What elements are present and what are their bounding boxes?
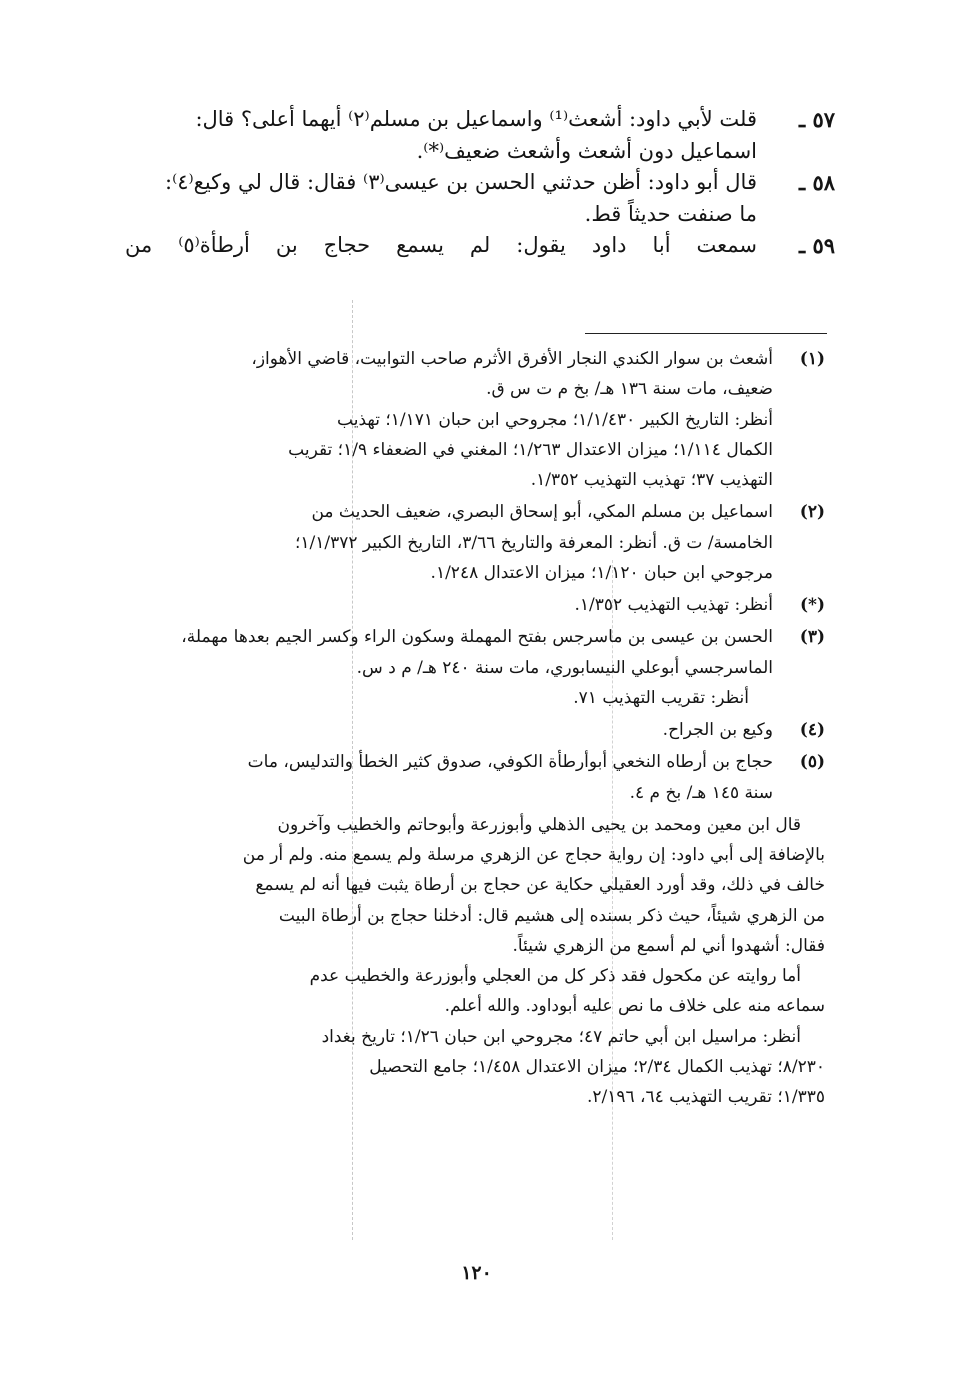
- footnote-line: اسماعيل بن مسلم المكي، أبو إسحاق البصري، ضعيف الحديث من: [311, 502, 773, 523]
- footnote-line: حجاج بن أرطاه النخعي أبوأرطأة الكوفي، صدوق كثير الخطأ والتدليس، مات: [247, 752, 773, 773]
- footnote-reference: أنظر: تقريب التهذيب ٧١.: [573, 687, 749, 708]
- footnote-mark: (٥): [799, 752, 825, 773]
- footnote-line: مرجوحي ابن حبان ١/١٢٠؛ ميزان الاعتدال ١/٢٤٨.: [430, 562, 773, 583]
- entry-line: اسماعيل دون أشعث وأشعث ضعيف⁽*⁾.: [416, 138, 757, 163]
- footnote-line: ضعيف، مات سنة ١٣٦ هـ/ بخ م ت س ق.: [486, 379, 773, 400]
- footnote-paragraph-line: من الزهري شيئاً، حيث ذكر بسنده إلى هشيم قال: أدخلنا حجاج بن أرطاة البيت: [278, 905, 825, 926]
- footnote-paragraph-line: قال ابن معين ومحمد بن يحيى الذهلي وأبوزرعة وأبوحاتم والخطيب وآخرون: [277, 814, 801, 835]
- footnote-paragraph-line: أما روايته عن مكحول فقد ذكر كل من العجلي وأبوزرعة والخطيب عدم: [309, 966, 801, 986]
- footnote-paragraph-line: بالإضافة إلى أبي داود: إن رواية حجاج عن الزهري مرسلة ولم يسمع منه. ولم أر من: [242, 845, 825, 865]
- entry-line: قلت لأبي داود: أشعث⁽¹⁾ واسماعيل بن مسلم⁽٢⁾ أيهما أعلى؟ قال:: [195, 107, 757, 131]
- footnote-mark: (*): [800, 595, 825, 615]
- footnote-line: وكيع بن الجراح.: [662, 720, 773, 740]
- entry-line: ما صنفت حديثاً قط.: [584, 201, 757, 226]
- footnote-line: الماسرجسي أبوعلي النيسابوري، مات سنة ٢٤٠ هـ/ م د س.: [356, 657, 773, 678]
- footnote-reference: أنظر: مراسيل ابن أبي حاتم ٤٧؛ مجروحي ابن حبان ١/٢٦؛ تاريخ بغداد: [321, 1026, 801, 1047]
- footnote-5-discussion: [125, 810, 825, 1113]
- footnote-4: [125, 715, 825, 745]
- footnote-separator: [585, 333, 827, 334]
- footnote-mark: (٤): [799, 720, 825, 740]
- page-number: ١٢٠: [461, 1262, 492, 1284]
- footnote-reference: الكمال ١/١١٤؛ ميزان الاعتدال ١/٢٦٣؛ المغني في الضعفاء ١/٩؛ تقريب: [288, 439, 773, 460]
- footnote-line: أشعث بن سوار الكندي النجار الأفرق الأثرم صاحب التوابيت، قاضي الأهواز،: [251, 349, 773, 369]
- footnote-paragraph-line: سماعه منه على خلاف ما نص عليه أبوداود. والله أعلم.: [444, 996, 825, 1017]
- footnote-1: [125, 344, 825, 495]
- footnote-mark: (١): [799, 349, 825, 369]
- entry-58: [125, 167, 835, 230]
- footnote-line: أنظر: تهذيب التهذيب ١/٣٥٢.: [574, 595, 773, 615]
- footnote-2: [125, 497, 825, 588]
- main-text: [125, 104, 835, 262]
- entry-number: ٥٧ ـ: [798, 107, 835, 132]
- entry-59: [125, 230, 835, 262]
- footnote-reference: ٨/٢٣٠؛ تهذيب الكمال ٢/٣٤؛ ميزان الاعتدال ١/٤٥٨؛ جامع التحصيل: [369, 1056, 825, 1077]
- footnote-line: سنة ١٤٥ هـ/ بخ م ٤.: [629, 782, 773, 803]
- footnote-reference: أنظر: التاريخ الكبير ١/١/٤٣٠؛ مجروحي ابن حبان ١/١٧١؛ تهذيب: [337, 409, 773, 430]
- footnotes: [125, 344, 825, 1112]
- footnote-paragraph-line: فقال: أشهدوا أني لم أسمع من الزهري شيئاً.: [512, 935, 825, 956]
- entry-number: ٥٨ ـ: [798, 170, 835, 195]
- footnote-5: [125, 747, 825, 808]
- entry-57: [125, 104, 835, 167]
- entry-number: ٥٩ ـ: [798, 233, 835, 258]
- footnote-3: [125, 622, 825, 713]
- entry-line: سمعت أبا داود يقول: لم يسمع حجاج بن أرطأة⁽٥⁾ من: [125, 233, 757, 257]
- footnote-reference: ١/٣٣٥؛ تقريب التهذيب ٦٤، ٢/١٩٦.: [586, 1087, 825, 1107]
- footnote-paragraph-line: خالف في ذلك، وقد أورد العقيلي حكاية عن حجاج بن أرطاة يثبت فيها أنه لم يسمع: [255, 875, 825, 896]
- footnote-mark: (٢): [799, 502, 825, 523]
- footnote-line: الخامسة/ ت ق. أنظر: المعرفة والتاريخ ٣/٦٦، التاريخ الكبير ١/١/٣٧٢؛: [295, 532, 773, 553]
- footnote-star: [125, 590, 825, 620]
- footnote-line: الحسن بن عيسى بن ماسرجس بفتح المهملة وسكون الراء وكسر الجيم بعدها مهملة،: [181, 627, 773, 648]
- footnote-reference: التهذيب ٣٧؛ تهذيب التهذيب ١/٣٥٢.: [530, 470, 773, 490]
- entry-line: قال أبو داود: أظن حدثني الحسن بن عيسى⁽٣⁾ فقال: قال لي وكيع⁽٤⁾:: [165, 170, 757, 194]
- footnote-mark: (٣): [799, 627, 825, 648]
